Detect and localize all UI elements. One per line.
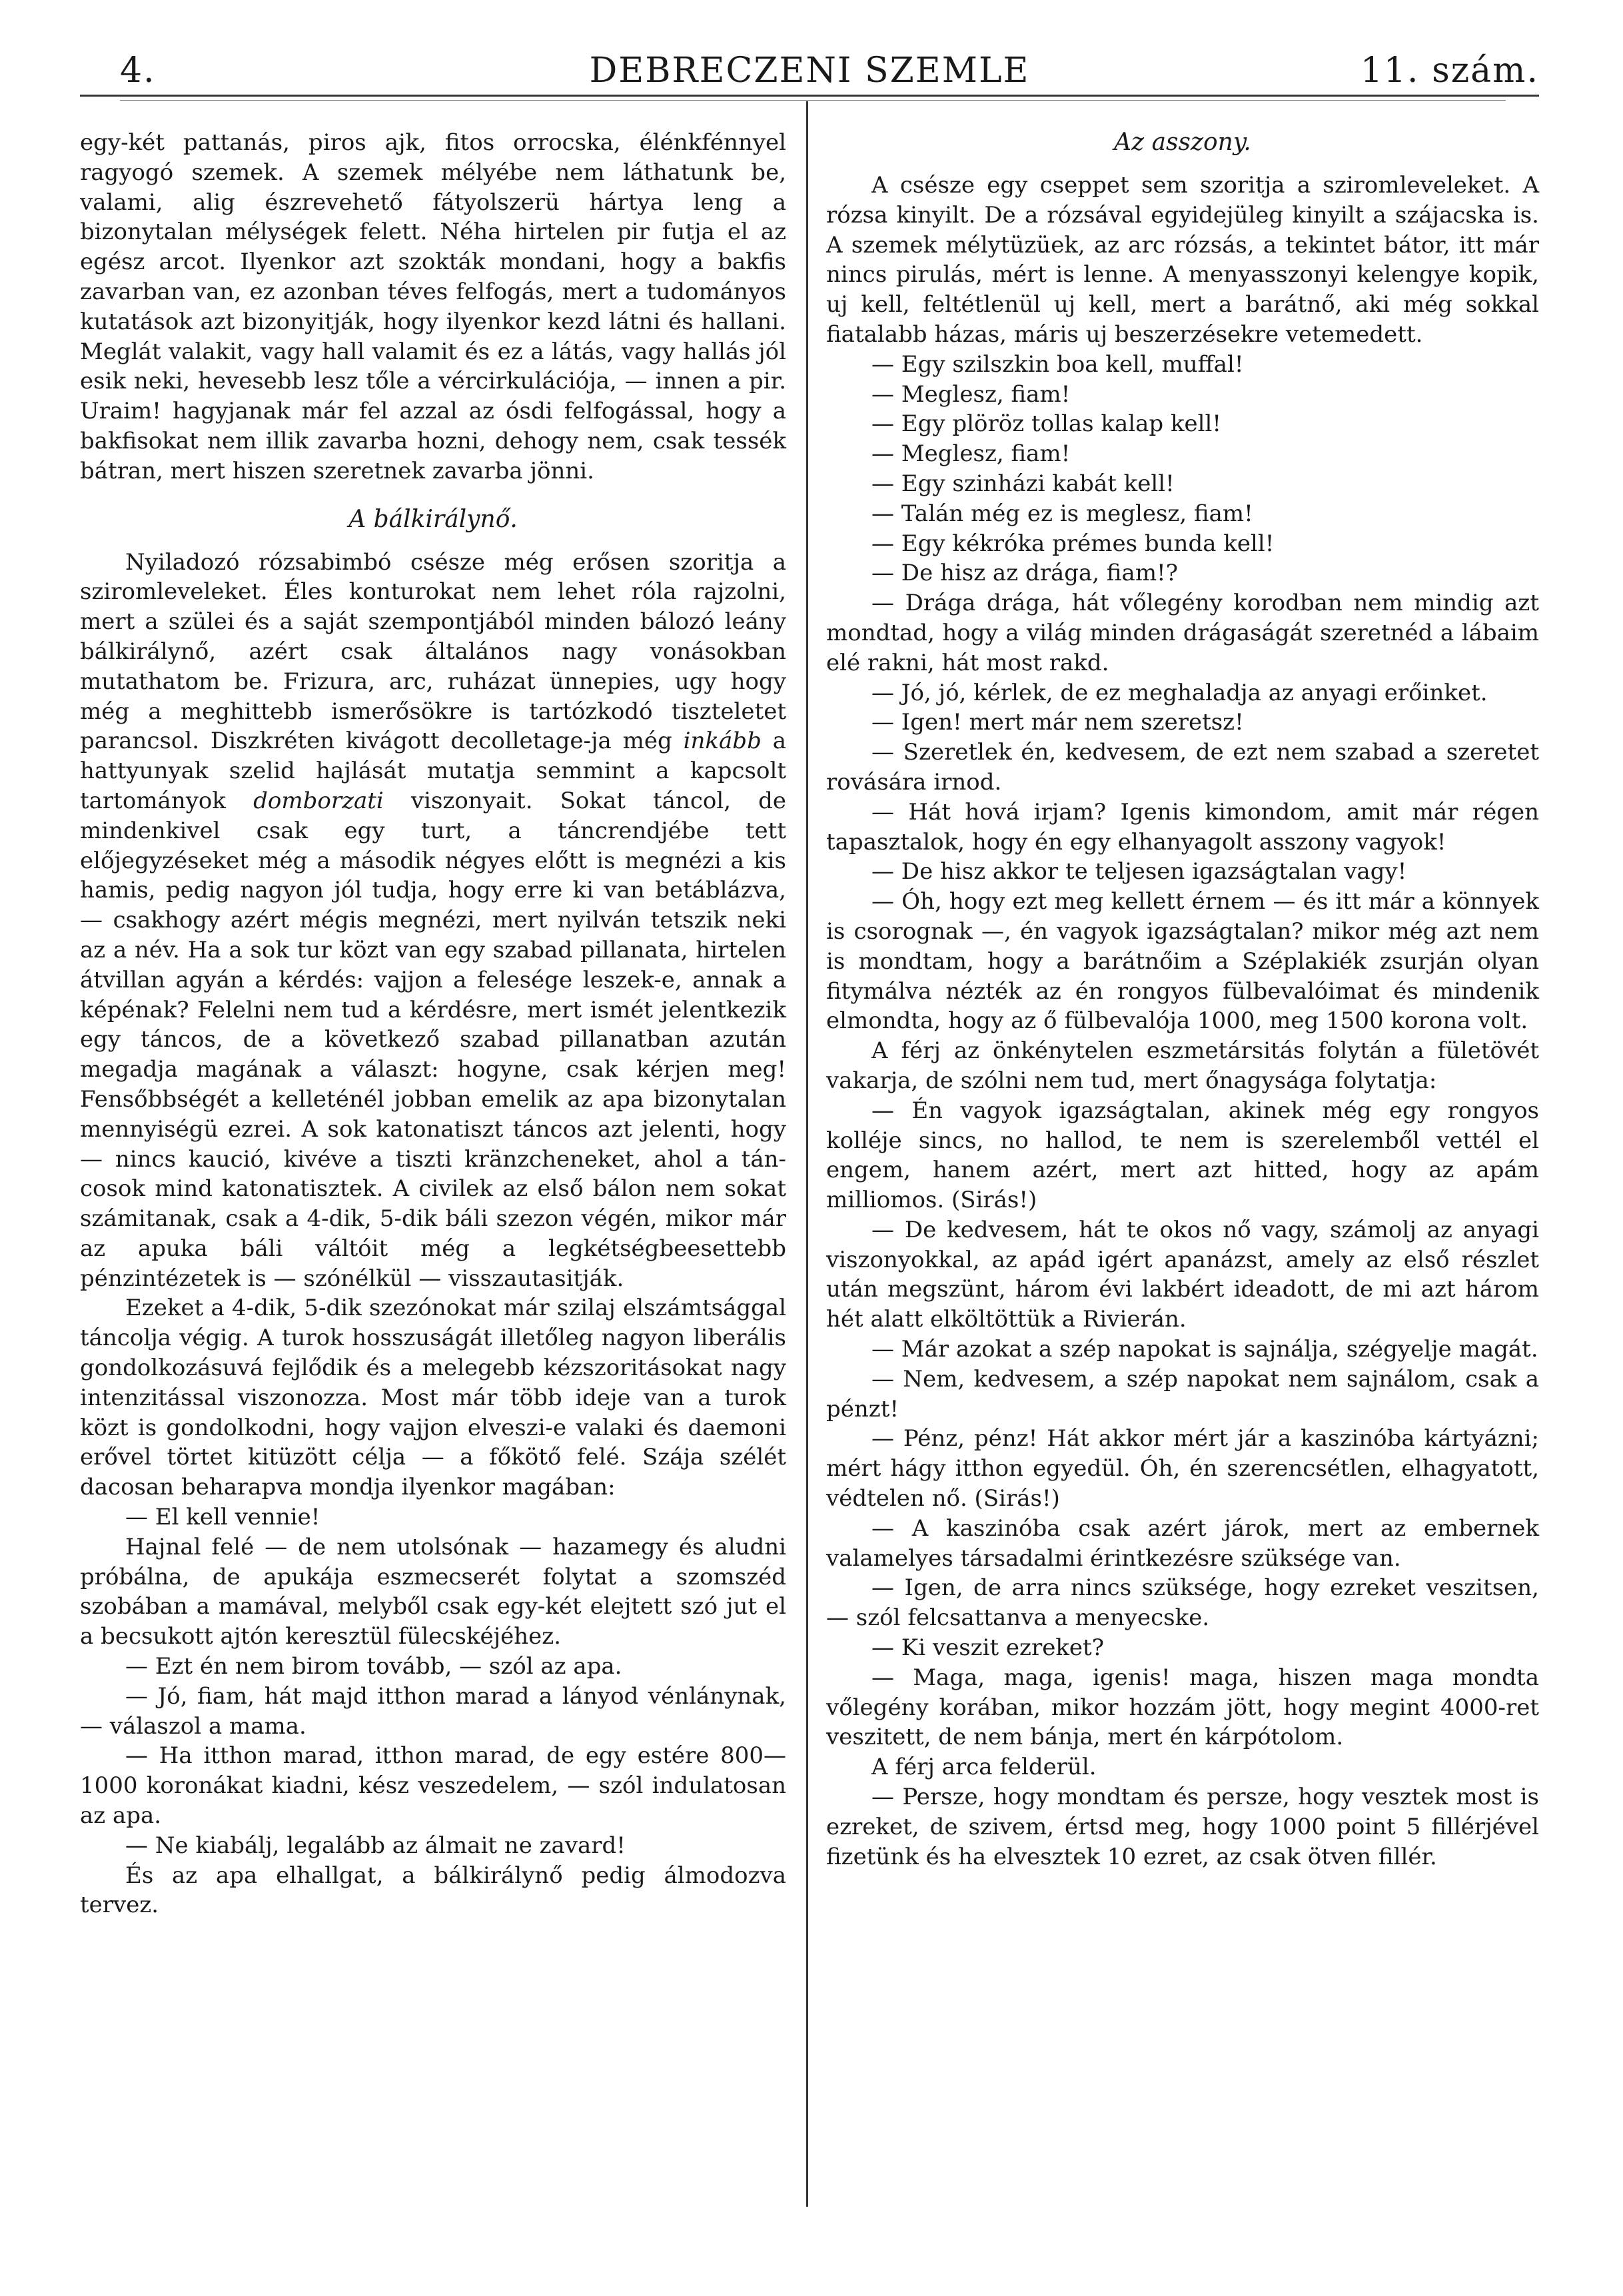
column-divider xyxy=(806,101,808,2207)
dialogue-line: — Hát hová irjam? Igenis kimondom, amit már régen tapasztalok, hogy én egy elhanyagolt asszony vagyok! xyxy=(826,798,1539,856)
text-run: a hattyunyak szelid hajlását mutatja semmint a kapcsolt tartományok xyxy=(80,728,786,814)
paragraph: A férj az önkénytelen eszmetársitás folytán a fületövét vakarja, de szólni nem tud, mert őnagysága folytatja: xyxy=(826,1037,1539,1094)
dialogue-line: — Egy kékróka prémes bunda kell! xyxy=(871,530,1275,557)
paragraph: A férj arca felderül. xyxy=(871,1754,1097,1781)
paragraph: És az apa elhallgat, a bálkirálynő pedig álmodozva tervez. xyxy=(80,1862,786,1919)
issue-number: 11. szám. xyxy=(1360,51,1539,91)
text-run: Nyiladozó rózsabimbó csésze még erősen szoritja a sziromleveleket. Éles konturokat nem lehet róla rajzolni, mert a szülei és a saját szempontjából minden bálozó leány bálkirálynő, azért csak általános nagy vonásokban mutathatom be. Frizura, arc, ruházat ünnepies, ugy hogy még a meghittebb ismerősökre is tartózkodó tiszteletet parancsol. Diszkréten kivágott decolletage-ja még xyxy=(80,548,786,755)
dialogue-line: — De hisz akkor te teljesen igazságtalan vagy! xyxy=(871,858,1407,885)
dialogue-line: — El kell vennie! xyxy=(125,1504,320,1531)
dialogue-line: — Óh, hogy ezt meg kellett érnem — és itt már a könnyek is csorognak —, én vagyok igazságtalan? mikor még azt nem is mondtam, hogy a barátnőim a Széplakiék zsurján olyan fitymálva nézték az én rongyos fülbevalóimat és mindenik elmondta, hogy az ő fülbevalója 1000, meg 1500 korona volt. xyxy=(826,888,1539,1035)
dialogue-line: — Ki veszit ezreket? xyxy=(871,1634,1104,1662)
section-heading-balkiralyno: A bálkirálynő. xyxy=(348,505,518,533)
paragraph: A csésze egy cseppet sem szoritja a sziromleveleket. A rózsa kinyilt. De a rózsával egyidejüleg kinyilt a szájacska is. A szemek mélytüzüek, az arc rózsás, a tekintet bátor, itt már nincs pirulás, mért is lenne. A menyasszonyi kelengye kopik, uj kell, feltétlenül uj kell, mert a barátnő, aki még sokkal fiatalabb házas, máris uj beszerzésekre vetemedett. xyxy=(826,172,1539,348)
dialogue-line: — Pénz, pénz! Hát akkor mért jár a kaszinóba kártyázni; mért hágy itthon egyedül. Óh, én szerencsétlen, elhagyatott, védtelen nő. (Sirás!) xyxy=(826,1425,1539,1512)
page-header xyxy=(80,40,1539,100)
dialogue-line: — Igen! mert már nem szeretsz! xyxy=(871,709,1244,736)
paragraph: Hajnal felé — de nem utolsónak — hazamegy és aludni próbálna, de apukája eszmecserét folytat a szomszéd szobában a mamával, melyből csak egy-két elejtett szó jut el a becsukott ajtón keresztül fülecskéjéhez. xyxy=(80,1533,786,1650)
dialogue-line: — Ne kiabálj, legalább az álmait ne zavard! xyxy=(125,1832,626,1859)
section-heading-asszony: Az asszony. xyxy=(1114,129,1251,156)
dialogue-line: — Maga, maga, igenis! maga, hiszen maga mondta vőlegény korában, mikor hozzám jött, hogy megint 4000-ret veszitett, de nem bánja, mert én kárpótolom. xyxy=(826,1664,1539,1751)
dialogue-line: — Jó, jó, kérlek, de ez meghaladja az anyagi erőinket. xyxy=(871,679,1488,706)
paragraph xyxy=(80,548,786,1294)
emphasis-text: domborzati xyxy=(253,787,384,814)
emphasis-text: inkább xyxy=(683,728,762,755)
dialogue-line: — De hisz az drága, fiam!? xyxy=(871,560,1178,587)
dialogue-line: — Persze, hogy mondtam és persze, hogy vesztek most is ezreket, de szivem, értsd meg, hogy 1000 point 5 fillérjével fizetünk és ha elvesztek 10 ezret, az csak ötven fillér. xyxy=(826,1784,1539,1870)
dialogue-line: — Szeretlek én, kedvesem, de ezt nem szabad a szeretet rovására irnod. xyxy=(826,739,1539,796)
dialogue-line: — Drága drága, hát vőlegény korodban nem mindig azt mondtad, hogy a világ minden drágaságát szeretnéd a lábaim elé rakni, hát most rakd. xyxy=(826,590,1539,676)
dialogue-line: — Talán még ez is meglesz, fiam! xyxy=(871,500,1253,527)
right-column xyxy=(826,128,1539,1872)
dialogue-line: — Igen, de arra nincs szüksége, hogy ezreket veszitsen, — szól felcsattanva a menyecske. xyxy=(826,1574,1539,1632)
paragraph: Ezeket a 4-dik, 5-dik szezónokat már szilaj elszámtsággal táncolja végig. A turok hosszuságát illetőleg nagyon liberális gondolkozásuvá fejlődik és a melegebb kézszoritásokat nagy intenzitással viszonozza. Most már több ideje van a turok közt is gondolkodni, hogy vajjon elveszi-e valaki és daemoni erővel törtet kitüzött célja — a főkötő felé. Szája szélét dacosan beharapva mondja ilyenkor magában: xyxy=(80,1295,786,1501)
text-run: viszonyait. Sokat táncol, de mindenkivel csak egy turt, a táncrendjébe tett előjegyzéseket még a második négyes előtt is megnézi a kis hamis, pedig nagyon jól tudja, hogy erre ki van betáblázva, — csakhogy azért mégis megnézi, mert nyilván tetszik neki az a név. Ha a sok tur közt van egy szabad pillanata, hirtelen átvillan agyán a kérdés: vajjon a felesége leszek-e, annak a képénak? Felelni nem tud a kérdésre, mert ismét jelentkezik egy táncos, de a következő szabad pillanatban azután megadja magának a választ: hogyne, csak kérjen meg! Fensőbbségét a kelleténél jobban emelik az apa bizonytalan mennyiségü ezrei. A sok katonatiszt táncos azt jelenti, hogy — nincs kaució, kivéve a tiszti kränzcheneket, ahol a táncosok mind katonatisztek. A civilek az első bálon nem sokat számitanak, csak a 4-dik, 5-dik báli szezon végén, mikor már az apuka báli váltóit még a legkétségbeesettebb pénzintézetek is — szónélkül — visszautasitják. xyxy=(80,787,786,1292)
dialogue-line: — Egy plöröz tollas kalap kell! xyxy=(871,410,1222,438)
dialogue-line: — Én vagyok igazságtalan, akinek még egy rongyos kolléje sincs, no hallod, te nem is szerelemből vettél el engem, hanem azért, mert azt hitted, hogy az apám milliomos. (Sirás!) xyxy=(826,1097,1539,1214)
dialogue-line: — Meglesz, fiam! xyxy=(871,380,1071,408)
header-rule-thin xyxy=(120,100,1506,101)
dialogue-line: — Meglesz, fiam! xyxy=(871,440,1071,468)
dialogue-line: — Egy szinházi kabát kell! xyxy=(871,470,1175,497)
dialogue-line: — Ha itthon marad, itthon marad, de egy estére 800—1000 koronákat kiadni, kész veszedelem, — szól indulatosan az apa. xyxy=(80,1742,786,1830)
paragraph: egy-két pattanás, piros ajk, fitos orrocska, élénkfénnyel ragyogó szemek. A szemek mélyébe nem láthatunk be, valami, alig észrevehető fátyolszerü hártya leng a bizonytalan mélységek felett. Néha hirtelen pir futja el az egész arcot. Ilyenkor azt szokták mondani, hogy a bakfis zavarban van, ez azonban téves felfogás, mert a tudományos kutatások azt bizonyitják, hogy ilyenkor kezd látni és hallani. Meglát valakit, vagy hall valamit és ez a látás, vagy hallás jól esik neki, hevesebb lesz tőle a vércirkulációja, — innen a pir. Uraim! hagyjanak már fel azzal az ósdi felfogással, hogy a bakfisokat nem illik zavarba hozni, dehogy nem, csak tessék bátran, mert hiszen szeretnek zavarba jönni. xyxy=(80,129,786,484)
left-column xyxy=(80,128,786,1920)
dialogue-line: — Jó, fiam, hát majd itthon marad a lányod vénlánynak, — válaszol a mama. xyxy=(80,1682,786,1740)
dialogue-line: — Egy szilszkin boa kell, muffal! xyxy=(871,350,1244,378)
journal-title: DEBRECZENI SZEMLE xyxy=(589,51,1030,91)
dialogue-line: — De kedvesem, hát te okos nő vagy, számolj az anyagi viszonyokkal, az apád igért apanázst, amely az első részlet után megszünt, három évi lakbért ideadott, de mi azt három hét alatt elköltöttük a Rivierán. xyxy=(826,1216,1539,1333)
dialogue-line: — Már azokat a szép napokat is sajnálja, szégyelje magát. xyxy=(871,1336,1538,1363)
dialogue-line: — A kaszinóba csak azért járok, mert az embernek valamelyes társadalmi érintkezésre szüksége van. xyxy=(826,1514,1539,1572)
page-number: 4. xyxy=(120,51,156,91)
dialogue-line: — Ezt én nem birom tovább, — szól az apa. xyxy=(125,1653,622,1680)
header-rule xyxy=(80,95,1539,97)
dialogue-line: — Nem, kedvesem, a szép napokat nem sajnálom, csak a pénzt! xyxy=(826,1365,1539,1423)
